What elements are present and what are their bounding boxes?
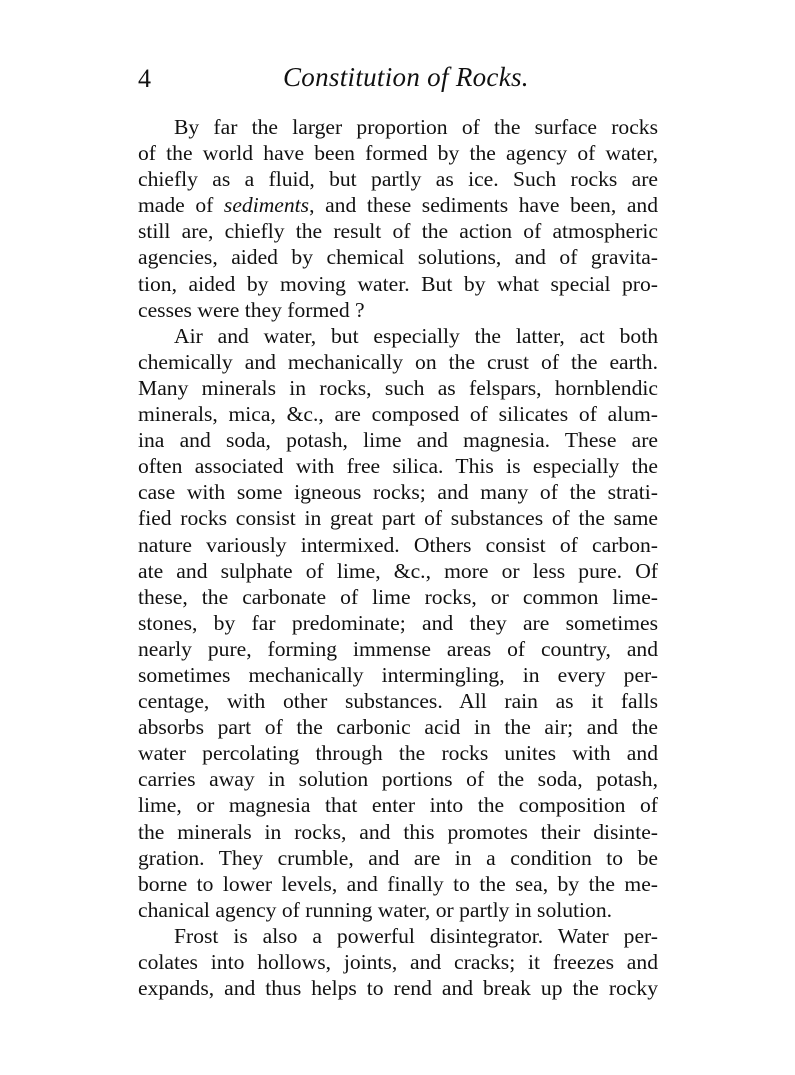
text-line: By far the larger proportion of the surface rocks [174, 115, 658, 139]
text-line: agencies, aided by chemical solutions, and of gravita- [138, 245, 658, 270]
text-line: ina and soda, potash, lime and magnesia. These are [138, 428, 658, 453]
text-segment: , and these sediments have been, and [309, 193, 658, 218]
body-text [138, 114, 658, 1001]
text-line: Frost is also a powerful disintegrator. Water per- [174, 923, 658, 948]
text-line: centage, with other substances. All rain as it falls [138, 689, 658, 714]
text-line: gration. They crumble, and are in a condition to be [138, 845, 658, 870]
text-line: stones, by far predominate; and they are sometimes [138, 610, 658, 635]
text-line: Many minerals in rocks, such as felspars, hornblendic [138, 375, 658, 400]
text-line: Air and water, but especially the latter, act both [174, 323, 658, 348]
text-line: water percolating through the rocks unites with and [138, 741, 658, 766]
text-line: tion, aided by moving water. But by what special pro- [138, 271, 658, 296]
text-line: cesses were they formed ? [138, 297, 365, 322]
paragraph [138, 923, 658, 1001]
text-line-with-italic [138, 192, 658, 218]
text-line: chanical agency of running water, or partly in solution. [138, 897, 613, 922]
text-line: minerals, mica, &c., are composed of silicates of alum- [138, 402, 658, 427]
text-line: colates into hollows, joints, and cracks; it freezes and [138, 950, 658, 974]
text-line: expands, and thus helps to rend and break up the rocky [138, 976, 658, 1001]
text-line: often associated with free silica. This is especially the [138, 454, 658, 479]
text-line: ate and sulphate of lime, &c., more or less pure. Of [138, 558, 658, 583]
text-line: fied rocks consist in great part of substances of the same [138, 506, 658, 531]
text-line: chemically and mechanically on the crust of the earth. [138, 349, 658, 374]
text-line: still are, chiefly the result of the action of atmospheric [138, 219, 658, 244]
text-line: these, the carbonate of lime rocks, or common lime- [138, 584, 658, 609]
paragraph [138, 323, 658, 923]
italic-term: sediments [223, 193, 310, 218]
text-segment: made of [138, 193, 224, 218]
text-line: absorbs part of the carbonic acid in the air; and the [138, 715, 658, 740]
text-line: nature variously intermixed. Others consist of carbon- [138, 532, 658, 557]
page-header [138, 62, 658, 98]
text-line: borne to lower levels, and finally to the sea, by the me- [138, 871, 658, 896]
text-line: case with some igneous rocks; and many of the strati- [138, 480, 658, 505]
running-title: Constitution of Rocks. [283, 62, 529, 92]
page-number: 4 [138, 64, 151, 93]
paragraph [138, 114, 658, 323]
text-line: the minerals in rocks, and this promotes their disinte- [138, 819, 658, 844]
text-line: chiefly as a fluid, but partly as ice. Such rocks are [138, 167, 658, 192]
text-line: carries away in solution portions of the soda, potash, [138, 767, 658, 792]
text-line: lime, or magnesia that enter into the composition of [138, 793, 658, 818]
text-line: nearly pure, forming immense areas of country, and [138, 636, 658, 661]
text-line: sometimes mechanically intermingling, in every per- [138, 662, 658, 687]
text-line: of the world have been formed by the agency of water, [138, 141, 658, 166]
